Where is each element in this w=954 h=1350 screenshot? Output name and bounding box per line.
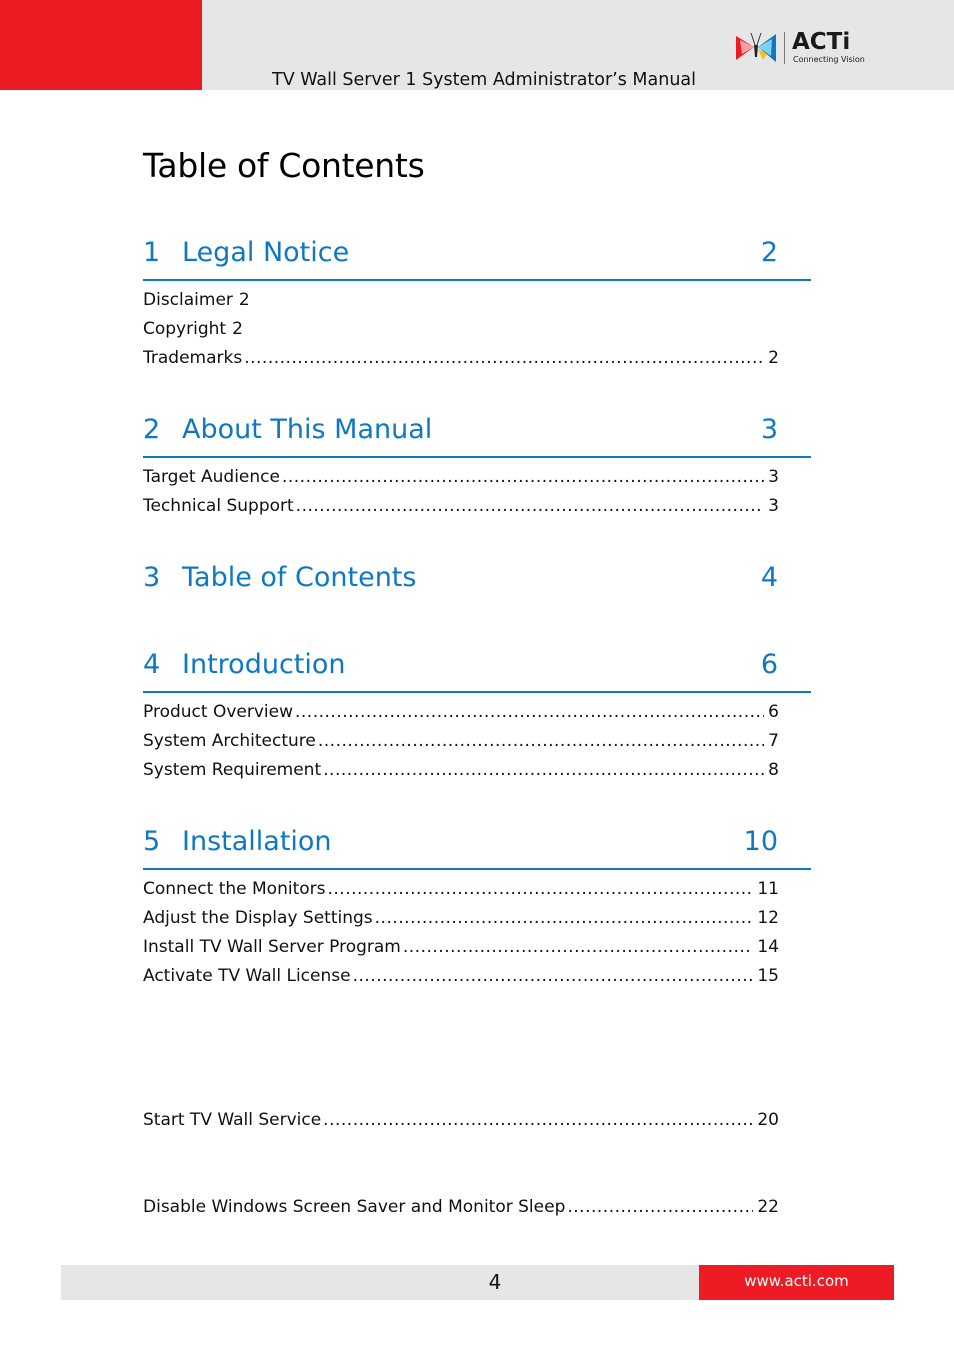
page-title: Table of Contents xyxy=(143,146,425,185)
toc-chapter-introduction[interactable] xyxy=(143,645,811,693)
toc-entry-disclaimer[interactable] xyxy=(143,287,250,313)
entry-title: Trademarks xyxy=(143,348,243,368)
entry-title: Product Overview xyxy=(143,702,293,722)
entry-page: 3 xyxy=(768,467,779,487)
entry-page: 15 xyxy=(757,966,779,986)
toc-chapter-about-this-manual[interactable] xyxy=(143,410,811,458)
dot-leader xyxy=(282,464,764,490)
toc-entry-install-program[interactable] xyxy=(143,934,779,960)
entry-title: Connect the Monitors xyxy=(143,879,326,899)
chapter-rule xyxy=(143,868,811,870)
dot-leader xyxy=(353,963,754,989)
entry-title: Install TV Wall Server Program xyxy=(143,937,401,957)
dot-leader xyxy=(296,493,765,519)
entry-title: Copyright xyxy=(143,319,227,339)
toc-entry-product-overview[interactable] xyxy=(143,699,779,725)
entry-title: Activate TV Wall License xyxy=(143,966,351,986)
dot-leader xyxy=(323,1107,753,1133)
dot-leader xyxy=(244,345,764,371)
entry-title: Adjust the Display Settings xyxy=(143,908,373,928)
document-title: TV Wall Server 1 System Administrator’s Manual xyxy=(272,70,697,90)
acti-logo xyxy=(734,30,874,70)
toc-entry-copyright[interactable] xyxy=(143,316,243,342)
toc-entry-disable-screensaver[interactable] xyxy=(143,1194,779,1220)
chapter-title: Table of Contents xyxy=(182,562,417,593)
toc-entry-trademarks[interactable] xyxy=(143,345,779,371)
chapter-page: 4 xyxy=(760,562,778,593)
chapter-page: 6 xyxy=(760,649,778,680)
footer-url-block[interactable] xyxy=(699,1265,894,1300)
entry-page: 2 xyxy=(232,319,243,339)
chapter-number: 1 xyxy=(143,237,161,268)
dot-leader xyxy=(295,699,764,725)
website-link[interactable]: www.acti.com xyxy=(744,1272,849,1290)
entry-title: Disclaimer xyxy=(143,290,233,310)
entry-title: System Architecture xyxy=(143,731,316,751)
page-number: 4 xyxy=(488,1270,502,1294)
entry-page: 2 xyxy=(238,290,250,310)
entry-page: 6 xyxy=(768,702,779,722)
chapter-number: 5 xyxy=(143,826,161,857)
entry-page: 20 xyxy=(757,1110,779,1130)
butterfly-icon xyxy=(734,30,778,66)
chapter-page: 3 xyxy=(760,414,778,445)
chapter-title: About This Manual xyxy=(182,414,433,445)
toc-entry-system-architecture[interactable] xyxy=(143,728,779,754)
toc-entry-target-audience[interactable] xyxy=(143,464,779,490)
entry-page: 8 xyxy=(768,760,779,780)
toc-entry-activate-license[interactable] xyxy=(143,963,779,989)
toc-chapter-legal-notice[interactable] xyxy=(143,233,811,281)
chapter-title: Legal Notice xyxy=(182,237,350,268)
toc-entry-technical-support[interactable] xyxy=(143,493,779,519)
entry-title: Target Audience xyxy=(143,467,280,487)
chapter-number: 4 xyxy=(143,649,161,680)
chapter-title: Introduction xyxy=(182,649,346,680)
logo-wordmark: ACTi xyxy=(792,29,851,55)
dot-leader xyxy=(318,728,764,754)
chapter-rule xyxy=(143,456,811,458)
logo-divider xyxy=(784,32,785,64)
entry-page: 11 xyxy=(757,879,779,899)
dot-leader xyxy=(327,876,753,902)
entry-title: System Requirement xyxy=(143,760,322,780)
chapter-number: 2 xyxy=(143,414,161,445)
toc-entry-start-service[interactable] xyxy=(143,1107,779,1133)
entry-page: 3 xyxy=(768,496,779,516)
chapter-rule xyxy=(143,279,811,281)
footer-bar xyxy=(61,1265,699,1300)
entry-title: Disable Windows Screen Saver and Monitor Sleep xyxy=(143,1197,566,1217)
chapter-page: 2 xyxy=(760,237,778,268)
entry-page: 22 xyxy=(757,1197,779,1217)
toc-chapter-installation[interactable] xyxy=(143,822,811,870)
dot-leader xyxy=(567,1194,753,1220)
chapter-rule xyxy=(143,691,811,693)
entry-title: Technical Support xyxy=(143,496,294,516)
toc-entry-system-requirement[interactable] xyxy=(143,757,779,783)
entry-page: 7 xyxy=(768,731,779,751)
dot-leader xyxy=(323,757,764,783)
entry-page: 12 xyxy=(757,908,779,928)
logo-tagline: Connecting Vision xyxy=(793,55,865,64)
chapter-title: Installation xyxy=(182,826,332,857)
dot-leader xyxy=(403,934,753,960)
chapter-page: 10 xyxy=(743,826,778,857)
toc-chapter-table-of-contents[interactable] xyxy=(143,558,811,606)
entry-page: 14 xyxy=(757,937,779,957)
entry-title: Start TV Wall Service xyxy=(143,1110,322,1130)
toc-entry-connect-monitors[interactable] xyxy=(143,876,779,902)
toc-entry-adjust-display[interactable] xyxy=(143,905,779,931)
dot-leader xyxy=(375,905,754,931)
entry-page: 2 xyxy=(768,348,779,368)
header-red-block xyxy=(0,0,202,90)
chapter-number: 3 xyxy=(143,562,161,593)
